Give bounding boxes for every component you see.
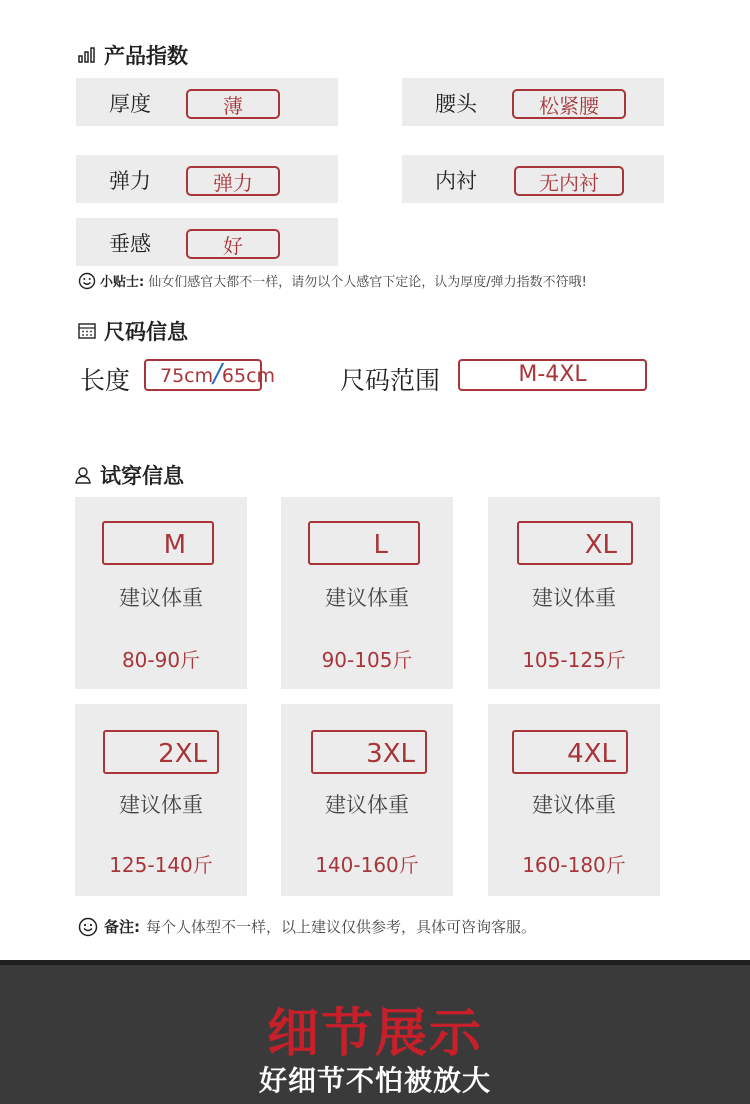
size-range-value: M-4XL xyxy=(458,359,647,391)
size-badge: 2XL xyxy=(103,730,219,774)
index-label: 厚度 xyxy=(109,92,151,116)
smiley-icon xyxy=(78,917,98,937)
length-separator: / xyxy=(213,359,222,389)
index-cell-drape xyxy=(76,218,338,266)
tip-label: 小贴士: xyxy=(100,275,145,290)
note-line xyxy=(78,916,536,937)
index-label: 内衬 xyxy=(435,169,477,193)
size-card-xl xyxy=(488,497,660,689)
tip-line xyxy=(78,271,587,290)
index-cell-waist xyxy=(402,78,664,126)
weight-label: 建议体重 xyxy=(119,586,203,610)
index-label: 腰头 xyxy=(435,92,477,116)
length-value xyxy=(160,359,276,389)
calendar-icon xyxy=(78,323,96,339)
size-badge: M xyxy=(102,521,214,565)
note-label: 备注: xyxy=(104,918,140,936)
index-value: 松紧腰 xyxy=(512,89,626,119)
note-text: 每个人体型不一样，以上建议仅供参考，具体可咨询客服。 xyxy=(146,918,537,936)
size-card-4xl xyxy=(488,704,660,896)
size-badge: XL xyxy=(517,521,633,565)
person-icon xyxy=(74,466,92,484)
index-cell-elasticity xyxy=(76,155,338,203)
index-label: 弹力 xyxy=(109,169,151,193)
index-cell-thickness xyxy=(76,78,338,126)
size-info-title: 尺码信息 xyxy=(104,320,188,344)
weight-label: 建议体重 xyxy=(325,586,409,610)
length-value-a: 75cm xyxy=(160,365,214,387)
weight-range: 160-180斤 xyxy=(522,853,626,877)
weight-range: 90-105斤 xyxy=(321,648,413,672)
size-badge: 4XL xyxy=(512,730,628,774)
length-value-b: 65cm xyxy=(221,365,276,387)
weight-label: 建议体重 xyxy=(119,793,203,817)
index-cell-lining xyxy=(402,155,664,203)
size-card-2xl xyxy=(75,704,247,896)
product-index-title: 产品指数 xyxy=(104,44,188,68)
weight-range: 140-160斤 xyxy=(315,853,419,877)
index-label: 垂感 xyxy=(109,232,151,256)
weight-range: 125-140斤 xyxy=(109,853,213,877)
index-value: 好 xyxy=(186,229,280,259)
size-card-m xyxy=(75,497,247,689)
index-value: 弹力 xyxy=(186,166,280,196)
weight-label: 建议体重 xyxy=(532,793,616,817)
detail-banner xyxy=(0,965,750,1104)
weight-label: 建议体重 xyxy=(325,793,409,817)
product-index-heading xyxy=(78,40,188,70)
detail-title: 细节展示 xyxy=(266,1003,483,1064)
trial-heading xyxy=(74,460,184,490)
index-value: 无内衬 xyxy=(514,166,624,196)
size-badge: 3XL xyxy=(311,730,427,774)
size-card-3xl xyxy=(281,704,453,896)
index-value: 薄 xyxy=(186,89,280,119)
weight-range: 105-125斤 xyxy=(522,648,626,672)
smiley-icon xyxy=(78,272,96,290)
tip-text: 仙女们感官大都不一样，请勿以个人感官下定论，认为厚度/弹力指数不符哦! xyxy=(148,275,587,290)
size-card-l xyxy=(281,497,453,689)
detail-subtitle: 好细节不怕被放大 xyxy=(258,1064,491,1097)
weight-range: 80-90斤 xyxy=(121,648,201,672)
weight-label: 建议体重 xyxy=(532,586,616,610)
size-badge: L xyxy=(308,521,420,565)
length-label: 长度 xyxy=(80,366,131,395)
bar-chart-icon xyxy=(78,47,96,63)
trial-title: 试穿信息 xyxy=(100,464,184,488)
size-info-heading xyxy=(78,316,188,346)
size-range-label: 尺码范围 xyxy=(340,366,441,395)
